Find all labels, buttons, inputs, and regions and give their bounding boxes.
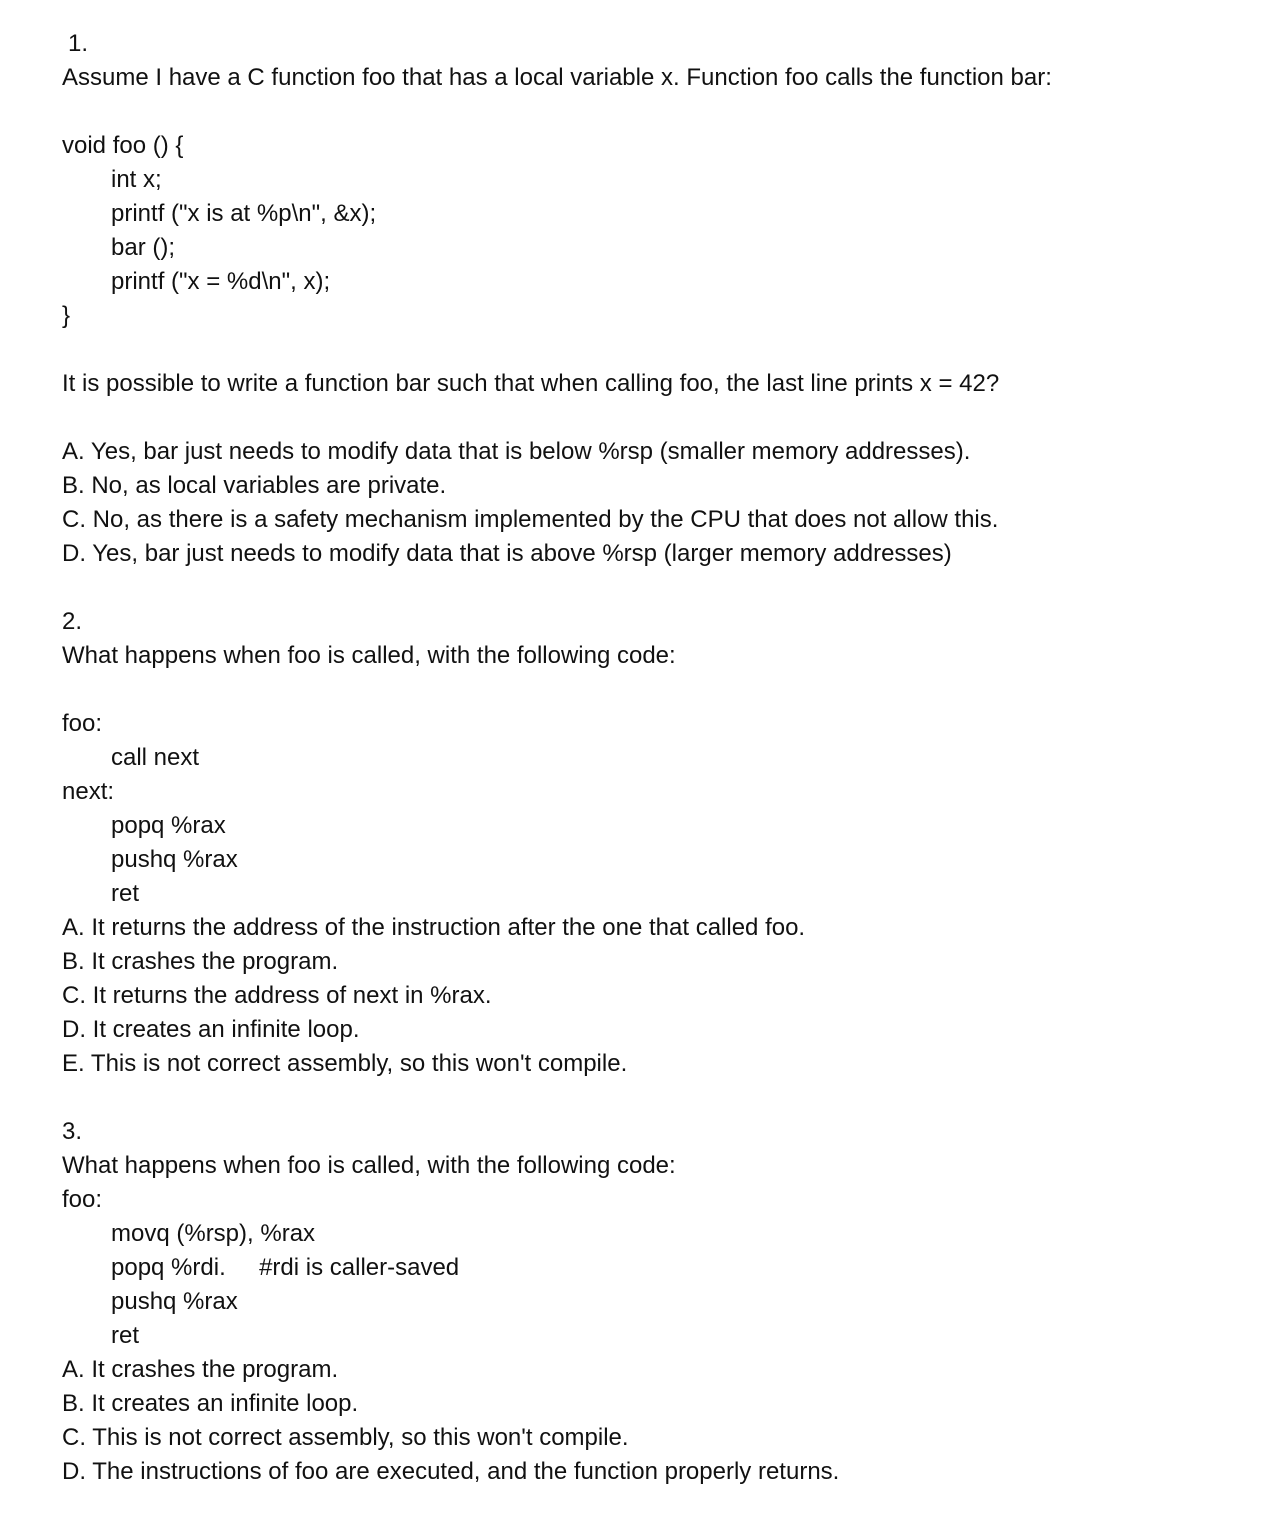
code-line: printf ("x = %d\n", x); <box>111 268 331 295</box>
question-2-number: 2. <box>62 608 83 635</box>
code-line: int x; <box>111 166 162 193</box>
question-1-number: 1. <box>68 30 89 57</box>
code-line: call next <box>111 744 200 771</box>
answer-option: C. No, as there is a safety mechanism implemented by the CPU that does not allow this. <box>62 506 999 533</box>
code-line: movq (%rsp), %rax <box>111 1220 316 1247</box>
answer-option: D. Yes, bar just needs to modify data that is above %rsp (larger memory addresses) <box>62 540 952 567</box>
code-line: void foo () { <box>62 132 184 159</box>
code-line: bar (); <box>111 234 176 261</box>
question-1-text: It is possible to write a function bar such that when calling foo, the last line prints x = 42? <box>62 370 1000 397</box>
answer-option: A. It crashes the program. <box>62 1356 339 1383</box>
answer-option: B. It crashes the program. <box>62 948 339 975</box>
answer-option: B. It creates an infinite loop. <box>62 1390 359 1417</box>
code-line: next: <box>62 778 115 805</box>
answer-option: D. The instructions of foo are executed, and the function properly returns. <box>62 1458 840 1485</box>
question-3-prompt: What happens when foo is called, with the following code: <box>62 1152 676 1179</box>
answer-option: C. This is not correct assembly, so this won't compile. <box>62 1424 629 1451</box>
answer-option: D. It creates an infinite loop. <box>62 1016 360 1043</box>
answer-option: C. It returns the address of next in %rax. <box>62 982 492 1009</box>
code-line: } <box>62 302 71 329</box>
code-line: popq %rax <box>111 812 226 839</box>
question-2-prompt: What happens when foo is called, with the following code: <box>62 642 676 669</box>
answer-option: A. Yes, bar just needs to modify data that is below %rsp (smaller memory addresses). <box>62 438 971 465</box>
answer-option: B. No, as local variables are private. <box>62 472 447 499</box>
code-line: printf ("x is at %p\n", &x); <box>111 200 377 227</box>
code-line: foo: <box>62 710 103 737</box>
code-line: foo: <box>62 1186 103 1213</box>
answer-option: A. It returns the address of the instruction after the one that called foo. <box>62 914 806 941</box>
code-line: ret <box>111 1322 140 1349</box>
answer-option: E. This is not correct assembly, so this won't compile. <box>62 1050 628 1077</box>
code-line: popq %rdi. #rdi is caller-saved <box>111 1254 460 1281</box>
code-line: ret <box>111 880 140 907</box>
code-line: pushq %rax <box>111 846 238 873</box>
question-1-prompt: Assume I have a C function foo that has a local variable x. Function foo calls the function bar: <box>62 64 1052 91</box>
question-3-number: 3. <box>62 1118 83 1145</box>
code-line: pushq %rax <box>111 1288 238 1315</box>
